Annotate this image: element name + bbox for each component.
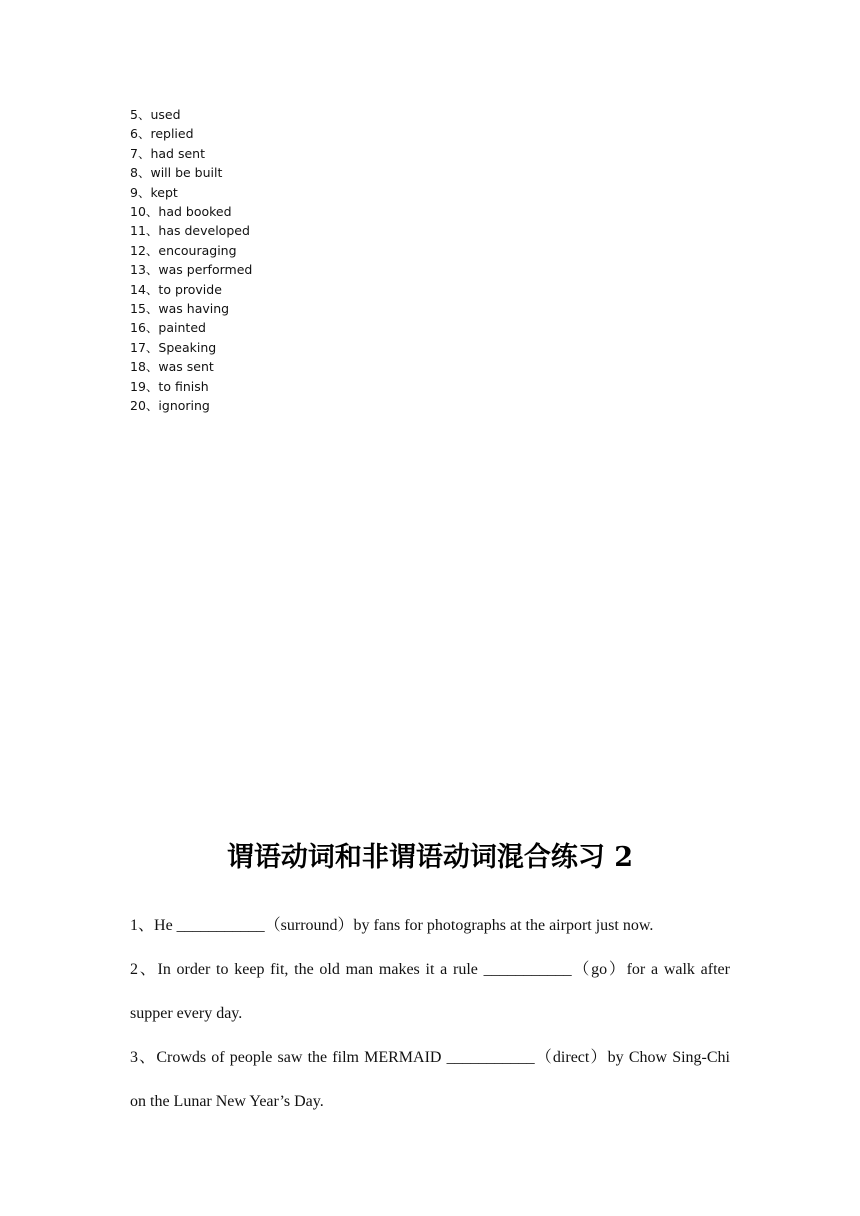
answer-item (130, 260, 252, 279)
answer-separator: 、 (137, 145, 151, 161)
question-item (130, 1036, 730, 1124)
answer-number: 18 (130, 359, 146, 375)
answer-item (130, 338, 252, 357)
answer-number: 16 (130, 320, 146, 336)
answer-separator: 、 (145, 281, 159, 297)
exercise-questions (130, 904, 730, 1124)
answer-item (130, 183, 252, 202)
answer-text: to finish (158, 378, 209, 394)
answer-text: painted (158, 320, 206, 336)
answer-text: had booked (158, 204, 232, 220)
answer-text: used (150, 107, 181, 122)
answer-text: was performed (158, 262, 253, 278)
question-number: 3 (130, 1049, 138, 1066)
answer-number: 15 (130, 301, 146, 317)
answer-number: 19 (130, 378, 146, 394)
answer-text: ignoring (158, 398, 210, 414)
answer-separator: 、 (145, 359, 159, 375)
answer-text: has developed (158, 223, 250, 239)
question-separator: 、 (138, 917, 155, 934)
answer-item (130, 144, 252, 163)
answer-separator: 、 (137, 184, 151, 200)
answer-number: 14 (130, 281, 146, 297)
answer-separator: 、 (145, 242, 159, 258)
answer-item (130, 241, 252, 260)
answer-text: encouraging (158, 242, 237, 258)
question-text: He ___________（surround）by fans for photographs at the airport just now. (154, 917, 654, 934)
question-text: In order to keep fit, the old man makes it a rule ___________（go）for a walk after supper every day. (130, 961, 730, 1022)
question-text: Crowds of people saw the film MERMAID ___________（direct）by Chow Sing-Chi on the Lunar New Year’s Day. (130, 1049, 730, 1110)
answer-item (130, 396, 252, 415)
answer-item (130, 299, 252, 318)
answer-number: 13 (130, 262, 146, 278)
answer-text: Speaking (158, 339, 217, 355)
answer-number: 9 (130, 184, 138, 200)
question-item (130, 948, 730, 1036)
answer-separator: 、 (145, 262, 159, 278)
answer-item (130, 357, 252, 376)
question-separator: 、 (138, 1049, 157, 1066)
answer-text: replied (150, 126, 194, 142)
answer-number: 17 (130, 339, 146, 355)
answer-text: kept (150, 184, 178, 200)
answer-separator: 、 (137, 165, 151, 181)
answer-item (130, 124, 252, 143)
question-number: 1 (130, 917, 138, 934)
answer-item (130, 280, 252, 299)
answer-item (130, 377, 252, 396)
answer-number: 11 (130, 223, 146, 239)
answer-key-list (130, 105, 252, 416)
answer-separator: 、 (145, 398, 159, 414)
question-item (130, 904, 730, 948)
answer-number: 5 (130, 107, 138, 122)
question-separator: 、 (138, 961, 158, 978)
answer-number: 12 (130, 242, 146, 258)
answer-number: 8 (130, 165, 138, 181)
exercise-title: 谓语动词和非谓语动词混合练习 2 (226, 842, 634, 873)
answer-number: 10 (130, 204, 146, 220)
answer-text: to provide (158, 281, 222, 297)
answer-item (130, 105, 252, 124)
answer-separator: 、 (137, 126, 151, 142)
answer-text: was sent (158, 359, 214, 375)
answer-text: had sent (150, 145, 205, 161)
answer-item (130, 221, 252, 240)
answer-separator: 、 (145, 339, 159, 355)
answer-text: was having (158, 301, 230, 317)
answer-separator: 、 (137, 107, 151, 122)
answer-separator: 、 (145, 320, 159, 336)
answer-item (130, 163, 252, 182)
answer-item (130, 202, 252, 221)
answer-item (130, 318, 252, 337)
answer-separator: 、 (145, 223, 159, 239)
answer-number: 7 (130, 145, 138, 161)
answer-separator: 、 (145, 378, 159, 394)
answer-text: will be built (150, 165, 223, 181)
question-number: 2 (130, 961, 138, 978)
answer-number: 6 (130, 126, 138, 142)
answer-separator: 、 (145, 301, 159, 317)
answer-number: 20 (130, 398, 146, 414)
answer-separator: 、 (145, 204, 159, 220)
